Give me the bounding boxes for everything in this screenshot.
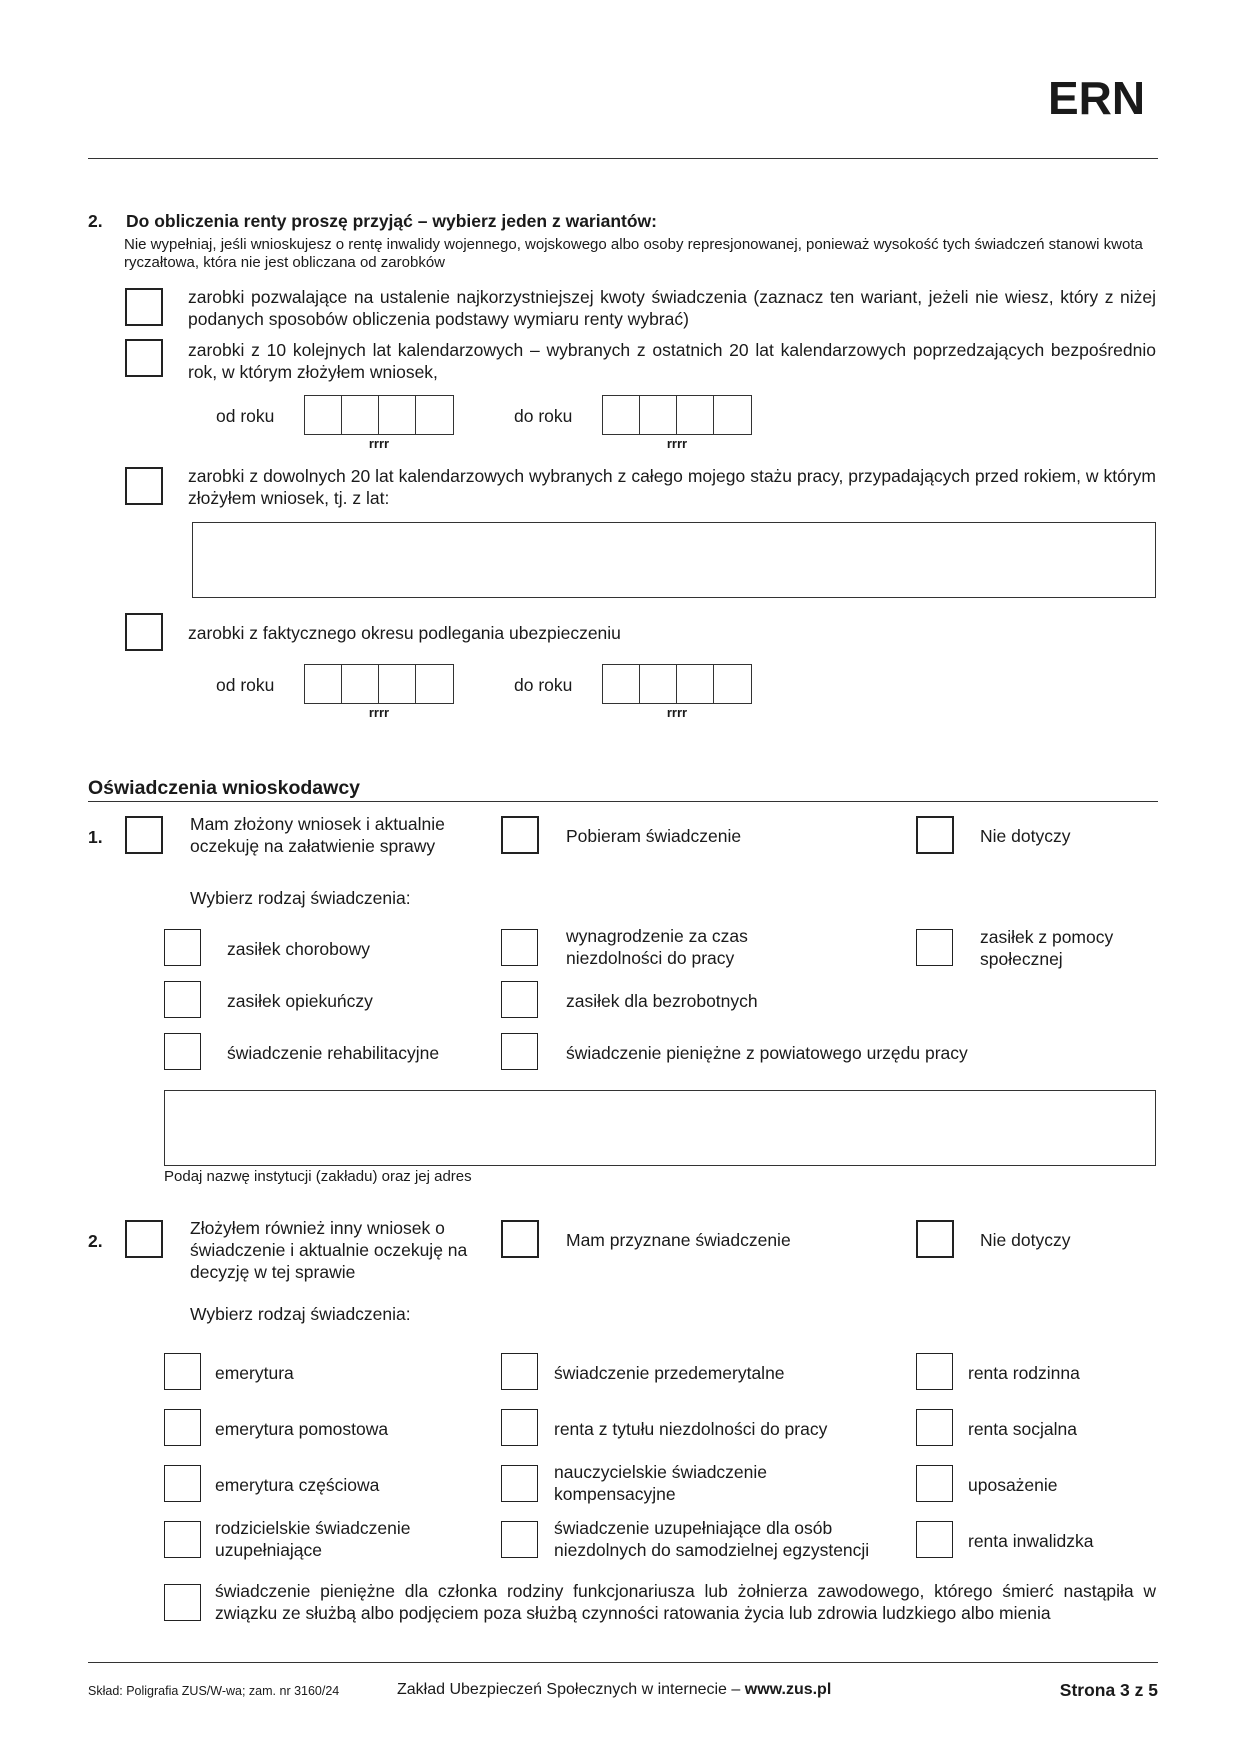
s2-item-label: uposażenie: [968, 1475, 1058, 1495]
s2-item-label: renta socjalna: [968, 1419, 1077, 1439]
option-best-amount-checkbox[interactable]: [125, 288, 163, 326]
s1-item-label: zasiłek opiekuńczy: [227, 991, 373, 1011]
s1-item-label: świadczenie rehabilitacyjne: [227, 1043, 440, 1063]
s1-item-checkbox[interactable]: [501, 1033, 538, 1070]
s1-item-checkbox[interactable]: [164, 1033, 201, 1070]
s2-item-label: renta inwalidzka: [968, 1531, 1094, 1551]
year-hint: rrrr: [368, 436, 390, 451]
option-20-years-checkbox[interactable]: [125, 467, 163, 505]
s2-item-checkbox[interactable]: [916, 1409, 953, 1446]
section-note: Nie wypełniaj, jeśli wnioskujesz o rentę inwalidy wojennego, wojskowego albo osoby represjonowanej, ponieważ wysokość tych świadczeń stanowi kwota ryczałtowa, która nie jest obliczana od zarobków: [124, 236, 1143, 271]
footer-divider: [88, 1662, 1158, 1663]
statements-divider: [88, 801, 1158, 802]
from-year-label: od roku: [216, 675, 275, 695]
s2-not-applicable-label: Nie dotyczy: [980, 1230, 1071, 1250]
s2-pending-label: Złożyłem również inny wniosek o świadczenie i aktualnie oczekuję na decyzję w tej sprawie: [190, 1218, 468, 1282]
footer-website: [397, 1680, 831, 1700]
header-divider: [88, 158, 1158, 159]
s1-item-label: zasiłek chorobowy: [227, 939, 370, 959]
s2-granted-label: Mam przyznane świadczenie: [566, 1230, 791, 1250]
s1-pending-checkbox[interactable]: [125, 816, 163, 854]
s2-item-label: emerytura częściowa: [215, 1475, 380, 1495]
s1-item-label: zasiłek z pomocy społecznej: [980, 927, 1114, 969]
s2-item-checkbox[interactable]: [501, 1521, 538, 1558]
s1-item-checkbox[interactable]: [916, 929, 953, 966]
year-hint: rrrr: [666, 705, 688, 720]
s1-receiving-checkbox[interactable]: [501, 816, 539, 854]
year-hint: rrrr: [666, 436, 688, 451]
option-actual-period-checkbox[interactable]: [125, 613, 163, 651]
s1-item-checkbox[interactable]: [501, 929, 538, 966]
s1-item-label: zasiłek dla bezrobotnych: [566, 991, 758, 1011]
s2-item-label: rodzicielskie świadczenie uzupełniające: [215, 1518, 411, 1560]
s1-item-checkbox[interactable]: [501, 981, 538, 1018]
section-title: Do obliczenia renty proszę przyjąć – wybierz jeden z wariantów:: [126, 211, 657, 231]
to-year-input-1[interactable]: [602, 395, 752, 435]
option-10-years-checkbox[interactable]: [125, 339, 163, 377]
s2-item-checkbox[interactable]: [164, 1584, 201, 1621]
s1-item-checkbox[interactable]: [164, 929, 201, 966]
years-list-field[interactable]: [192, 522, 1156, 598]
s2-item-label: renta rodzinna: [968, 1363, 1080, 1383]
s1-not-applicable-checkbox[interactable]: [916, 816, 954, 854]
s1-item-checkbox[interactable]: [164, 981, 201, 1018]
s2-item-label: świadczenie przedemerytalne: [554, 1363, 785, 1383]
footer-website-text: Zakład Ubezpieczeń Społecznych w internecie –: [397, 1681, 745, 1698]
s2-granted-checkbox[interactable]: [501, 1220, 539, 1258]
s1-receiving-label: Pobieram świadczenie: [566, 826, 742, 846]
s2-item-checkbox[interactable]: [916, 1521, 953, 1558]
s2-not-applicable-checkbox[interactable]: [916, 1220, 954, 1258]
statement-2-number: 2.: [88, 1231, 103, 1251]
option-20-years-label: zarobki z dowolnych 20 lat kalendarzowych wybranych z całego mojego stażu pracy, przypadających przed rokiem, w którym złożyłem wniosek, tj. z lat:: [188, 466, 1156, 508]
footer-print-info: Skład: Poligrafia ZUS/W-wa; zam. nr 3160/24: [88, 1684, 340, 1698]
section-number: 2.: [88, 211, 103, 231]
s2-item-checkbox[interactable]: [164, 1465, 201, 1502]
year-hint: rrrr: [368, 705, 390, 720]
option-10-years-label: zarobki z 10 kolejnych lat kalendarzowych – wybranych z ostatnich 20 lat kalendarzowych poprzedzających bezpośrednio rok, w którym złożyłem wniosek,: [188, 340, 1156, 382]
s2-item-label: świadczenie uzupełniające dla osób niezdolnych do samodzielnej egzystencji: [554, 1518, 870, 1560]
s2-item-checkbox[interactable]: [501, 1409, 538, 1446]
institution-field[interactable]: [164, 1090, 1156, 1166]
s2-choose-label: Wybierz rodzaj świadczenia:: [190, 1304, 411, 1324]
s2-item-label: emerytura pomostowa: [215, 1419, 389, 1439]
s2-item-checkbox[interactable]: [501, 1465, 538, 1502]
to-year-input-2[interactable]: [602, 664, 752, 704]
s1-pending-label: Mam złożony wniosek i aktualnie oczekuję na załatwienie sprawy: [190, 814, 445, 856]
option-best-amount-label: zarobki pozwalające na ustalenie najkorzystniejszej kwoty świadczenia (zaznacz ten wariant, jeżeli nie wiesz, który z niżej podanych sposobów obliczenia podstawy wymiaru renty wybrać): [188, 287, 1156, 329]
s2-item-label: emerytura: [215, 1363, 294, 1383]
footer-website-link[interactable]: www.zus.pl: [744, 1681, 832, 1698]
s2-item-checkbox[interactable]: [164, 1353, 201, 1390]
s2-item-label: renta z tytułu niezdolności do pracy: [554, 1419, 828, 1439]
s1-choose-label: Wybierz rodzaj świadczenia:: [190, 888, 411, 908]
s2-item-checkbox[interactable]: [164, 1521, 201, 1558]
s2-item-label: świadczenie pieniężne dla członka rodziny funkcjonariusza lub żołnierza zawodowego, którego śmierć nastąpiła w związku ze służbą albo podjęciem poza służbą czynności ratowania życia lub zdrowia ludzkiego albo mienia: [215, 1581, 1156, 1623]
form-code: ERN: [1048, 72, 1146, 124]
from-year-input-1[interactable]: [304, 395, 454, 435]
s1-item-label: wynagrodzenie za czas niezdolności do pracy: [566, 926, 748, 968]
statements-title: Oświadczenia wnioskodawcy: [88, 777, 361, 799]
institution-hint: Podaj nazwę instytucji (zakładu) oraz jej adres: [164, 1168, 472, 1185]
s2-item-checkbox[interactable]: [916, 1465, 953, 1502]
statement-1-number: 1.: [88, 827, 103, 847]
from-year-label: od roku: [216, 406, 275, 426]
from-year-input-2[interactable]: [304, 664, 454, 704]
s2-item-checkbox[interactable]: [501, 1353, 538, 1390]
s2-pending-checkbox[interactable]: [125, 1220, 163, 1258]
s1-item-label: świadczenie pieniężne z powiatowego urzędu pracy: [566, 1043, 968, 1063]
s2-item-checkbox[interactable]: [164, 1409, 201, 1446]
to-year-label: do roku: [514, 675, 573, 695]
s1-not-applicable-label: Nie dotyczy: [980, 826, 1071, 846]
s2-item-checkbox[interactable]: [916, 1353, 953, 1390]
to-year-label: do roku: [514, 406, 573, 426]
footer-page-number: Strona 3 z 5: [1059, 1680, 1158, 1700]
option-actual-period-label: zarobki z faktycznego okresu podlegania ubezpieczeniu: [188, 623, 621, 643]
s2-item-label: nauczycielskie świadczenie kompensacyjne: [554, 1462, 768, 1504]
